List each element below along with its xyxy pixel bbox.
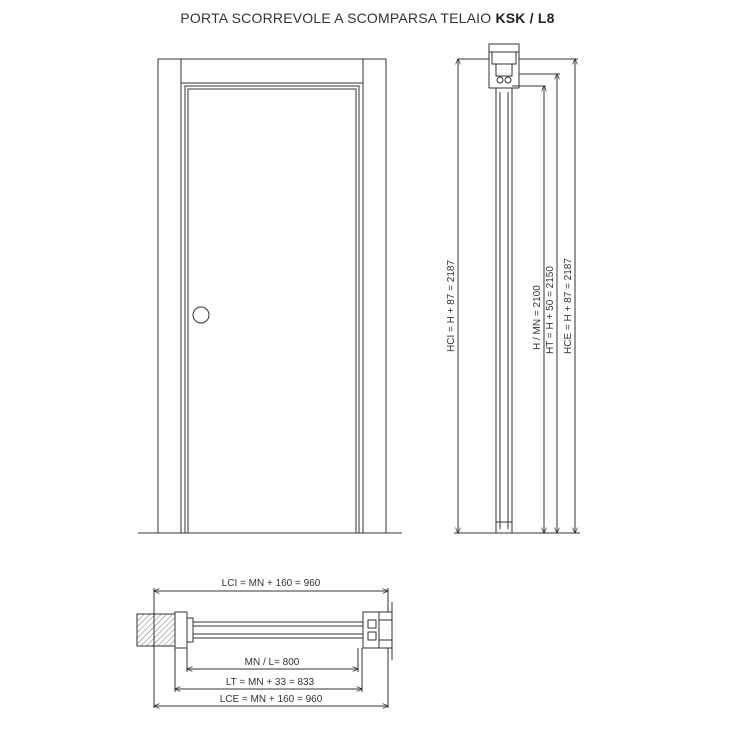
plan-labels [220, 578, 323, 705]
door-leaf-inner [188, 89, 356, 533]
jamb-left [175, 612, 187, 648]
wall-block-hatched [137, 614, 175, 646]
door-leaf-outer [185, 86, 359, 533]
door-handle-icon [193, 307, 209, 323]
mn-label: MN / L= 800 [244, 657, 300, 668]
h-mn-label: H / MN = 2100 [532, 285, 543, 350]
lci-label: LCI = MN + 160 = 960 [221, 578, 321, 589]
door-section [496, 88, 512, 533]
title-text: PORTA SCORREVOLE A SCOMPARSA TELAIO [180, 10, 496, 26]
pocket-frame [363, 612, 379, 648]
front-view [138, 59, 402, 533]
lt-label: LT = MN + 33 = 833 [225, 677, 315, 688]
hci-label: HCI = H + 87 = 2187 [446, 259, 457, 352]
door-leaf-plan [193, 622, 363, 638]
title-model: KSK / L8 [495, 10, 555, 26]
hce-label: HCE = H + 87 = 2187 [563, 258, 574, 354]
track-top [489, 44, 519, 52]
lce-label: LCE = MN + 160 = 960 [219, 694, 323, 705]
inner-jambs [181, 59, 363, 533]
side-section [454, 44, 580, 533]
track-carriage [492, 52, 516, 64]
side-labels [446, 258, 574, 354]
outer-frame [158, 59, 386, 533]
ht-label: HT = H + 50 = 2150 [545, 266, 556, 354]
plan-section [137, 588, 392, 708]
